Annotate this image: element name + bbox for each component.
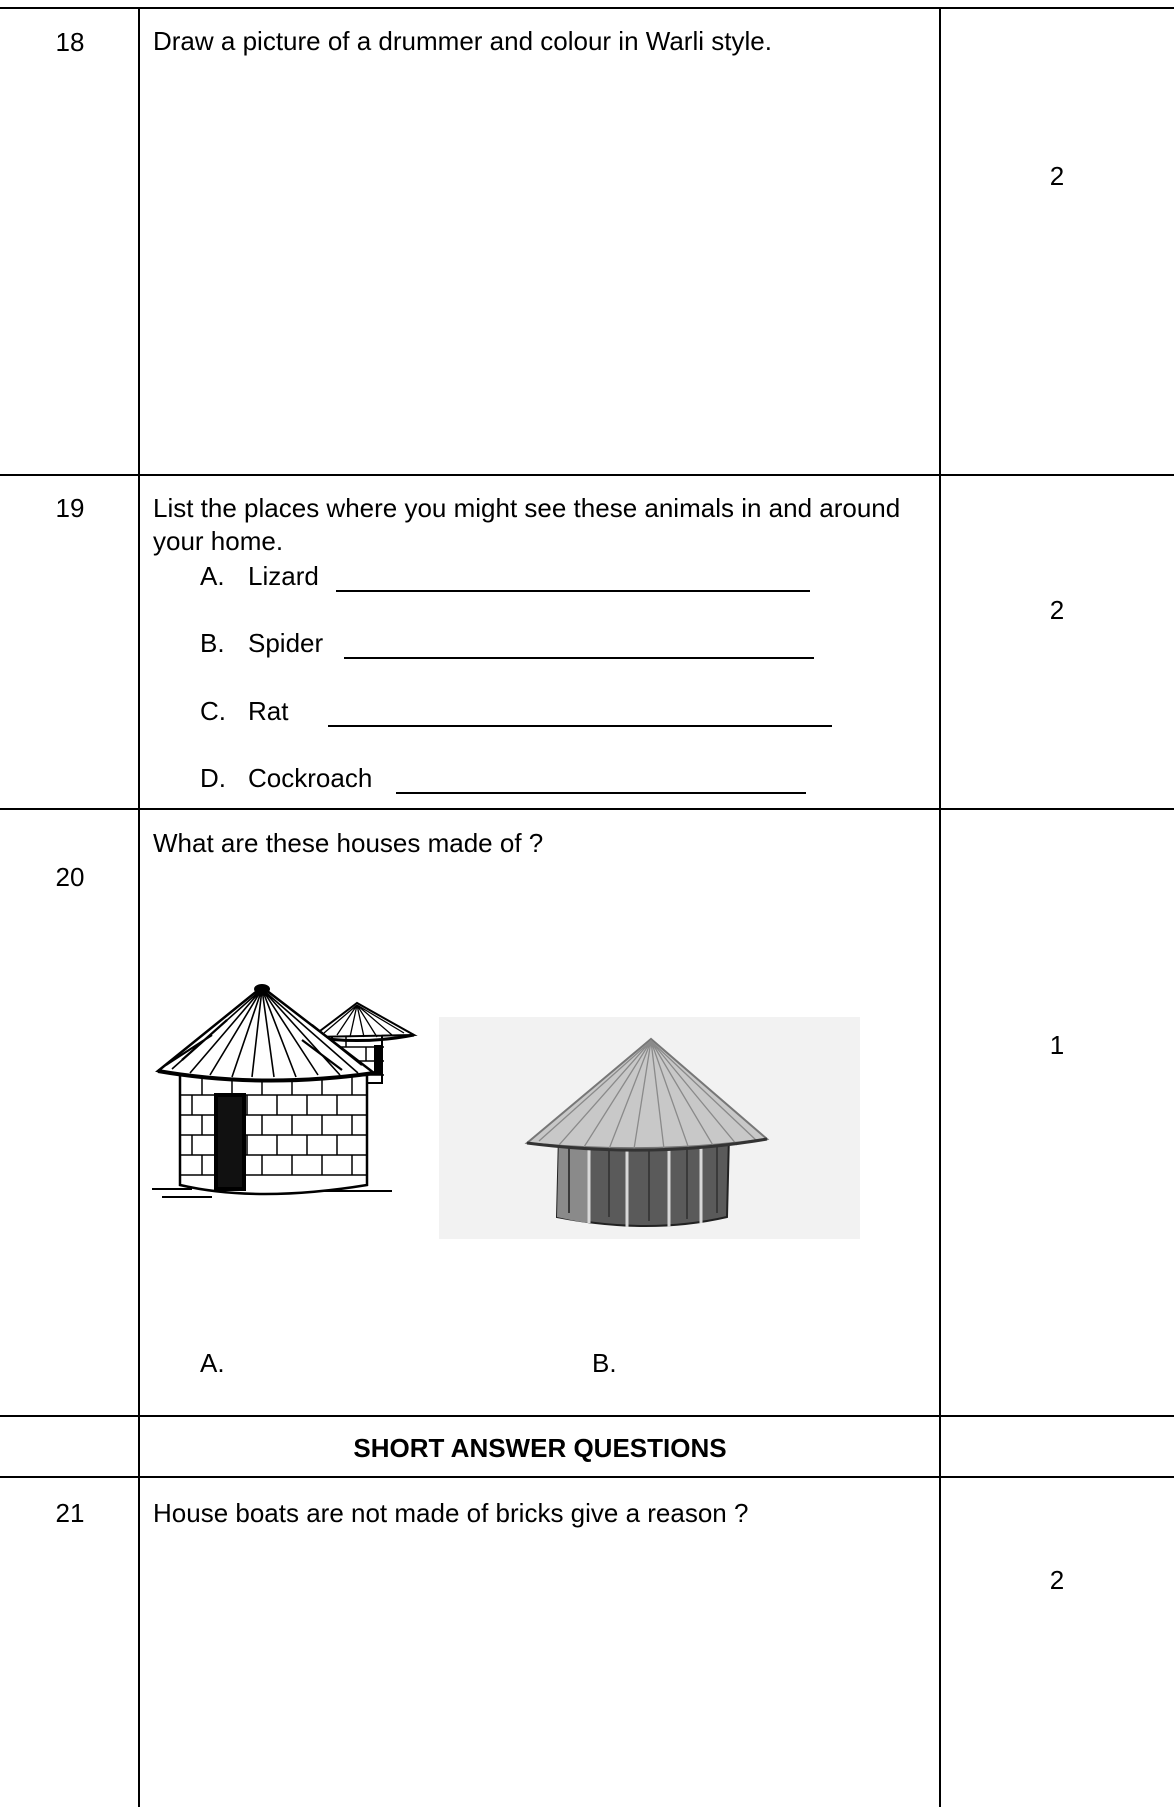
marks-value: 2 bbox=[1049, 161, 1065, 191]
marks-value: 2 bbox=[1049, 1565, 1065, 1595]
question-number: 18 bbox=[55, 27, 85, 57]
marks-value: 1 bbox=[1049, 1030, 1065, 1060]
list-item bbox=[200, 762, 372, 794]
row-divider bbox=[0, 1476, 1174, 1478]
question-text: What are these houses made of ? bbox=[153, 828, 544, 858]
option-letter: A. bbox=[200, 561, 225, 591]
column-divider bbox=[138, 8, 140, 1807]
answer-blank bbox=[344, 657, 814, 659]
option-letter: C. bbox=[200, 696, 226, 726]
section-heading: SHORT ANSWER QUESTIONS bbox=[353, 1433, 727, 1463]
brick-hut-image bbox=[152, 965, 422, 1235]
thatched-hut-image bbox=[439, 1017, 860, 1239]
image-label-b: B. bbox=[592, 1348, 617, 1378]
question-number: 20 bbox=[55, 862, 85, 892]
column-divider bbox=[939, 8, 941, 1807]
row-divider bbox=[0, 808, 1174, 810]
option-label: Lizard bbox=[248, 561, 319, 591]
list-item bbox=[200, 695, 288, 727]
answer-blank bbox=[396, 792, 806, 794]
question-text: Draw a picture of a drummer and colour in Warli style. bbox=[153, 26, 772, 56]
answer-blank bbox=[336, 590, 810, 592]
option-label: Cockroach bbox=[248, 763, 373, 793]
option-letter: D. bbox=[200, 763, 226, 793]
option-letter: B. bbox=[200, 628, 225, 658]
answer-blank bbox=[328, 725, 832, 727]
table-top-border bbox=[0, 7, 1174, 9]
image-label-a: A. bbox=[200, 1348, 225, 1378]
option-label: Rat bbox=[248, 696, 289, 726]
list-item bbox=[200, 560, 319, 592]
row-divider bbox=[0, 1415, 1174, 1417]
question-text: House boats are not made of bricks give a reason ? bbox=[153, 1498, 749, 1528]
question-number: 21 bbox=[55, 1498, 85, 1528]
list-item bbox=[200, 627, 323, 659]
marks-value: 2 bbox=[1049, 595, 1065, 625]
option-label: Spider bbox=[248, 628, 324, 658]
row-divider bbox=[0, 474, 1174, 476]
question-number: 19 bbox=[55, 493, 85, 523]
question-text: List the places where you might see these animals in and around your home. bbox=[153, 493, 901, 556]
